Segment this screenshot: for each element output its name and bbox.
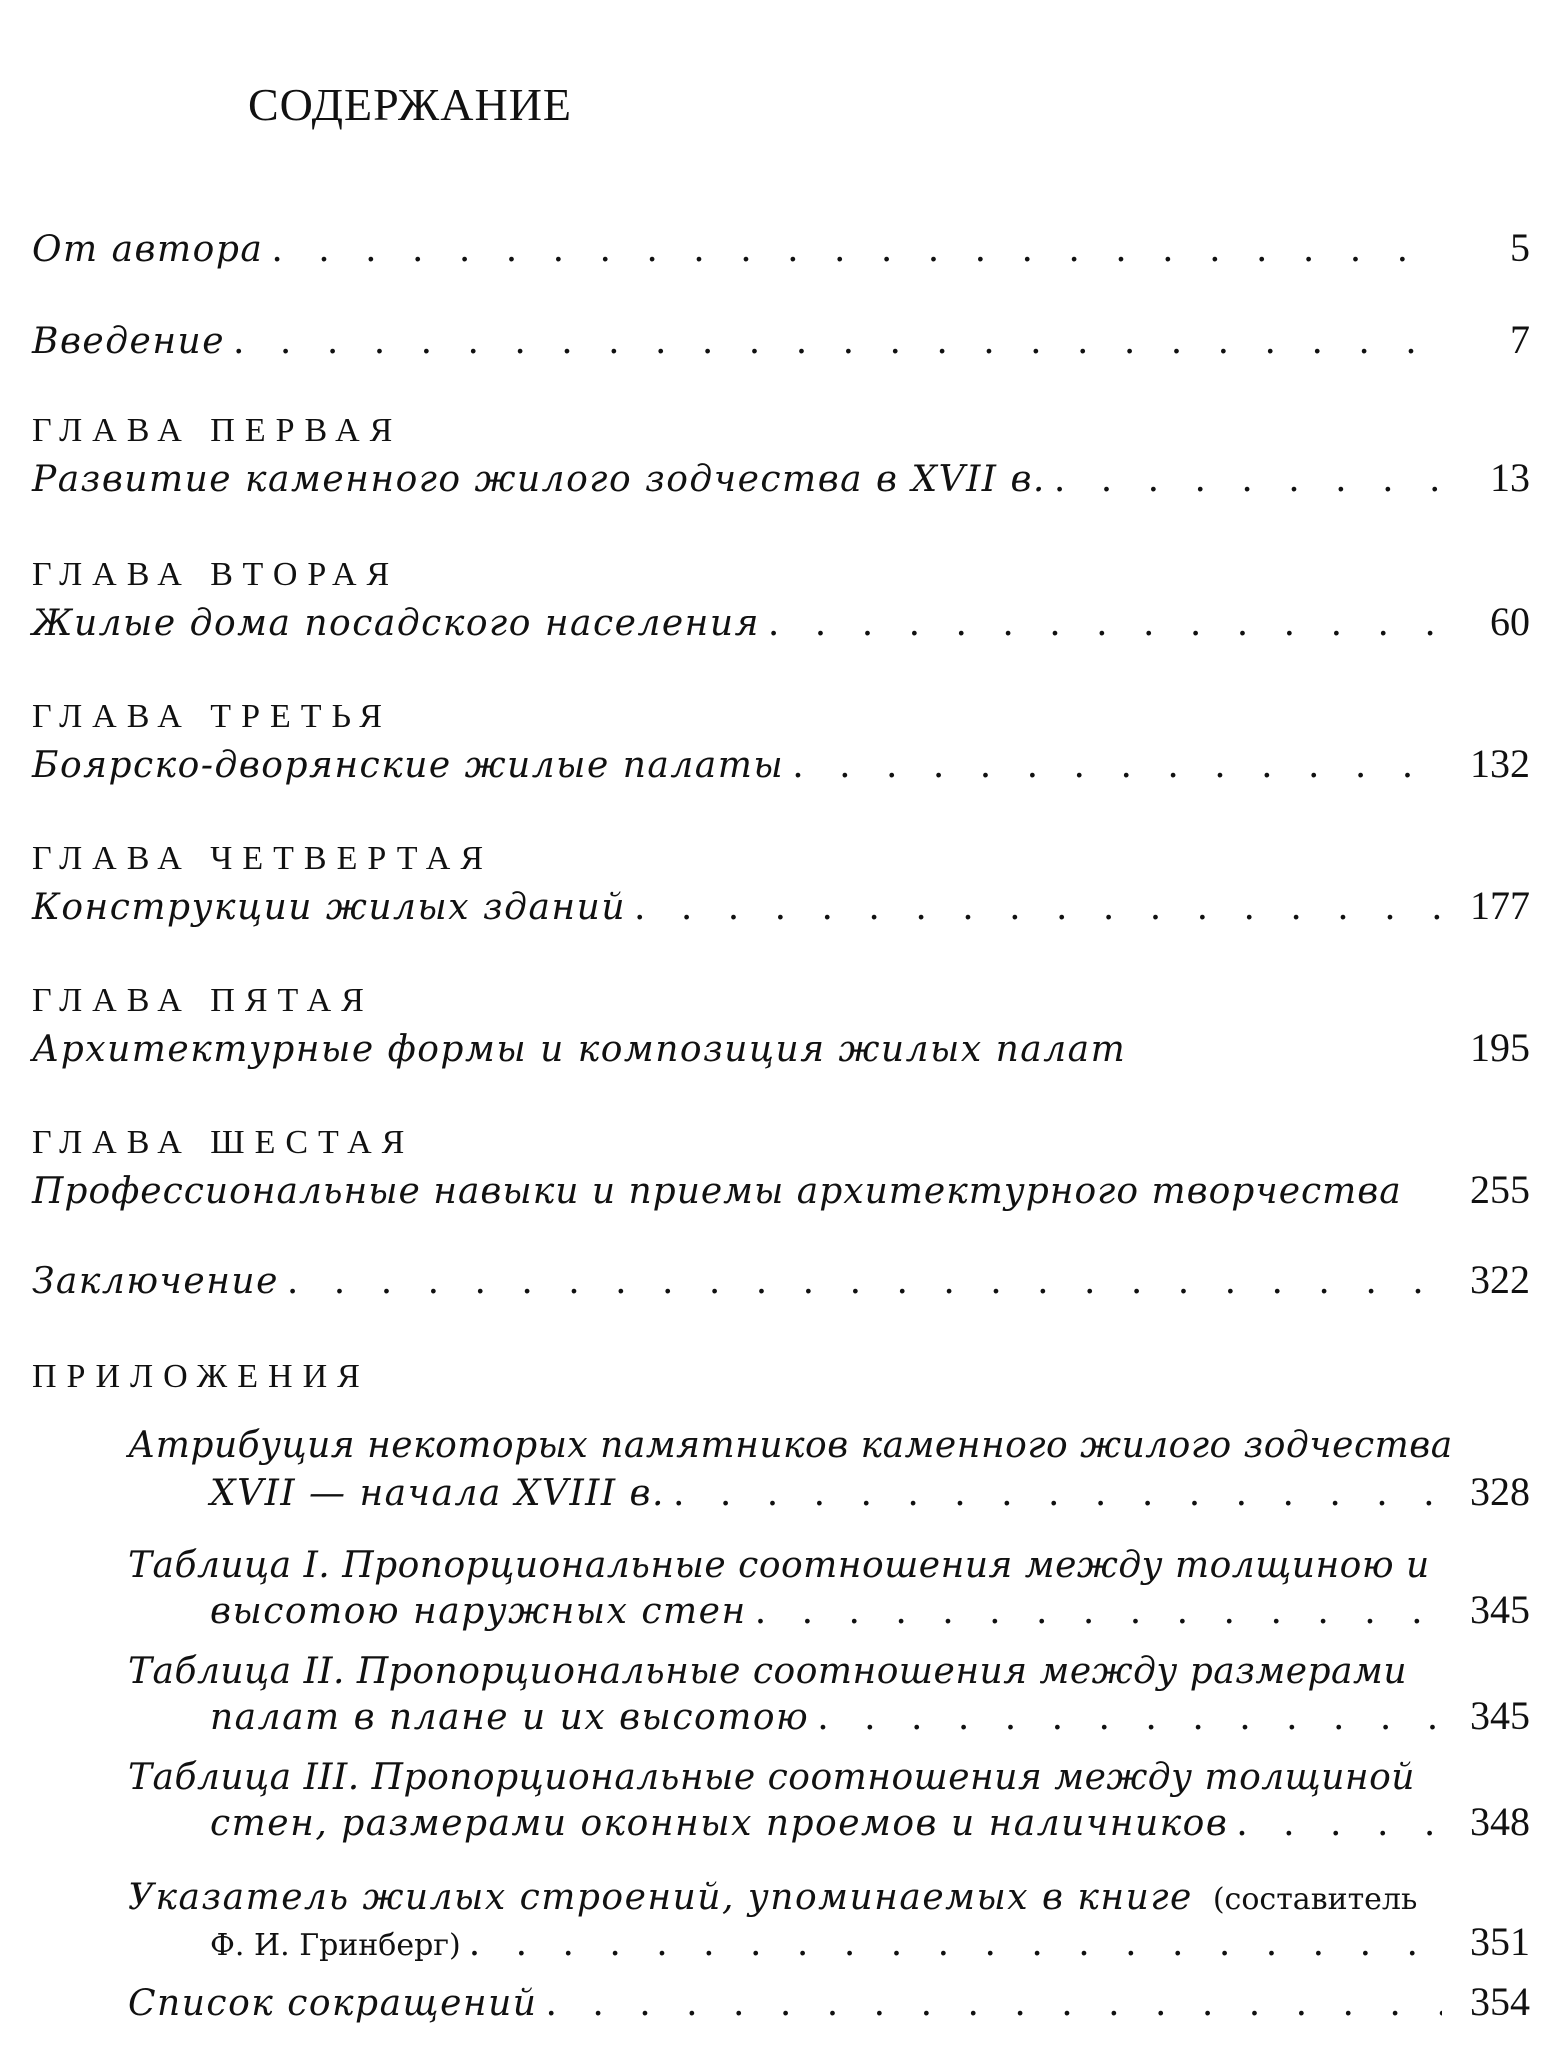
toc-entry-index-of-buildings[interactable] (128, 1876, 1530, 1922)
entry-title: Архитектурные формы и композиция жилых палат (32, 1029, 1127, 1070)
page-number: 195 (1470, 1025, 1530, 1070)
page-number: 345 (1470, 1587, 1530, 1632)
page-number: 351 (1470, 1919, 1530, 1964)
chapter-label: ГЛАВА ШЕСТАЯ (32, 1124, 415, 1161)
entry-title: Заключение (32, 1261, 279, 1302)
entry-title-cont: XVII — начала XVIII в. (210, 1473, 665, 1514)
compiler-name: Ф. И. Гринберг) (210, 1928, 461, 1963)
toc-entry-chapter-5[interactable] (32, 1026, 1530, 1072)
page-number: 5 (1510, 225, 1530, 270)
entry-title: Список сокращений (128, 1983, 538, 2024)
page-number: 354 (1470, 1979, 1530, 2024)
page-number: 345 (1470, 1693, 1530, 1738)
page-number: 255 (1470, 1167, 1530, 1212)
leader-dots (545, 1982, 1442, 2026)
leader-dots (768, 602, 1442, 646)
entry-title: Боярско-дворянские жилые палаты (32, 745, 785, 786)
entry-title: Введение (32, 321, 226, 362)
entry-title: Конструкции жилых зданий (32, 887, 626, 928)
chapter-label: ГЛАВА ВТОРАЯ (32, 556, 400, 593)
entry-title: Профессиональные навыки и приемы архитектурного творчества (32, 1171, 1402, 1212)
toc-entry-chapter-4[interactable] (32, 884, 1530, 930)
leader-dots (817, 1696, 1442, 1740)
toc-entry-appendix-table-2[interactable] (128, 1650, 1530, 1694)
page-number: 13 (1490, 455, 1530, 500)
entry-title: Таблица III. Пропорциональные соотношения между толщиной (128, 1757, 1415, 1798)
page-title: СОДЕРЖАНИЕ (248, 79, 573, 130)
leader-dots (755, 1590, 1442, 1634)
page-number: 348 (1470, 1799, 1530, 1844)
page-number: 60 (1490, 599, 1530, 644)
toc-entry-appendix-attribution[interactable] (128, 1424, 1530, 1468)
toc-entry-appendix-table-1-cont[interactable] (210, 1588, 1530, 1634)
leader-dots (673, 1472, 1442, 1516)
entry-title-cont: стен, размерами оконных проемов и наличников (210, 1803, 1229, 1844)
toc-entry-author[interactable] (32, 226, 1530, 272)
toc-entry-index-of-buildings-cont[interactable] (210, 1920, 1530, 1968)
toc-entry-appendix-attribution-cont[interactable] (210, 1470, 1530, 1516)
entry-title-cont: палат в плане и их высотою (210, 1697, 810, 1738)
leader-dots (287, 1260, 1442, 1304)
toc-entry-abbreviations[interactable] (128, 1980, 1530, 2026)
chapter-label: ГЛАВА ПЯТАЯ (32, 982, 374, 1019)
entry-title: Указатель жилых строений, упоминаемых в книге (128, 1877, 1193, 1918)
leader-dots (469, 1922, 1442, 1966)
leader-dots (233, 320, 1442, 364)
page-number: 132 (1470, 741, 1530, 786)
entry-title-cont: высотою наружных стен (210, 1591, 747, 1632)
page-number: 7 (1510, 317, 1530, 362)
page-number: 322 (1470, 1257, 1530, 1302)
leader-dots (792, 744, 1442, 788)
chapter-label: ГЛАВА ПЕРВАЯ (32, 412, 403, 449)
leader-dots (271, 228, 1442, 272)
toc-entry-conclusion[interactable] (32, 1258, 1530, 1304)
entry-title: От автора (32, 229, 264, 270)
compiler-note: (составитель (1212, 1882, 1418, 1917)
toc-entry-appendix-table-2-cont[interactable] (210, 1694, 1530, 1740)
toc-entry-chapter-2[interactable] (32, 600, 1530, 646)
toc-entry-chapter-3[interactable] (32, 742, 1530, 788)
chapter-label: ГЛАВА ЧЕТВЕРТАЯ (32, 840, 494, 877)
toc-entry-appendix-table-1[interactable] (128, 1544, 1530, 1588)
leader-dots (1236, 1802, 1442, 1846)
entry-title: Атрибуция некоторых памятников каменного жилого зодчества (128, 1425, 1453, 1466)
toc-entry-introduction[interactable] (32, 318, 1530, 364)
leader-dots (634, 886, 1442, 930)
chapter-label: ГЛАВА ТРЕТЬЯ (32, 698, 392, 735)
entry-title: Развитие каменного жилого зодчества в XVII в. (32, 459, 1046, 500)
entry-title: Таблица II. Пропорциональные соотношения между размерами (128, 1651, 1408, 1692)
page-number: 177 (1470, 883, 1530, 928)
toc-entry-chapter-6[interactable] (32, 1168, 1530, 1214)
entry-title: Жилые дома посадского населения (32, 603, 760, 644)
appendix-label: ПРИЛОЖЕНИЯ (32, 1358, 370, 1395)
toc-entry-chapter-1[interactable] (32, 456, 1530, 502)
toc-entry-appendix-table-3-cont[interactable] (210, 1800, 1530, 1846)
leader-dots (1054, 458, 1442, 502)
page-number: 328 (1470, 1469, 1530, 1514)
entry-title: Таблица I. Пропорциональные соотношения между толщиною и (128, 1545, 1430, 1586)
toc-entry-appendix-table-3[interactable] (128, 1756, 1530, 1800)
